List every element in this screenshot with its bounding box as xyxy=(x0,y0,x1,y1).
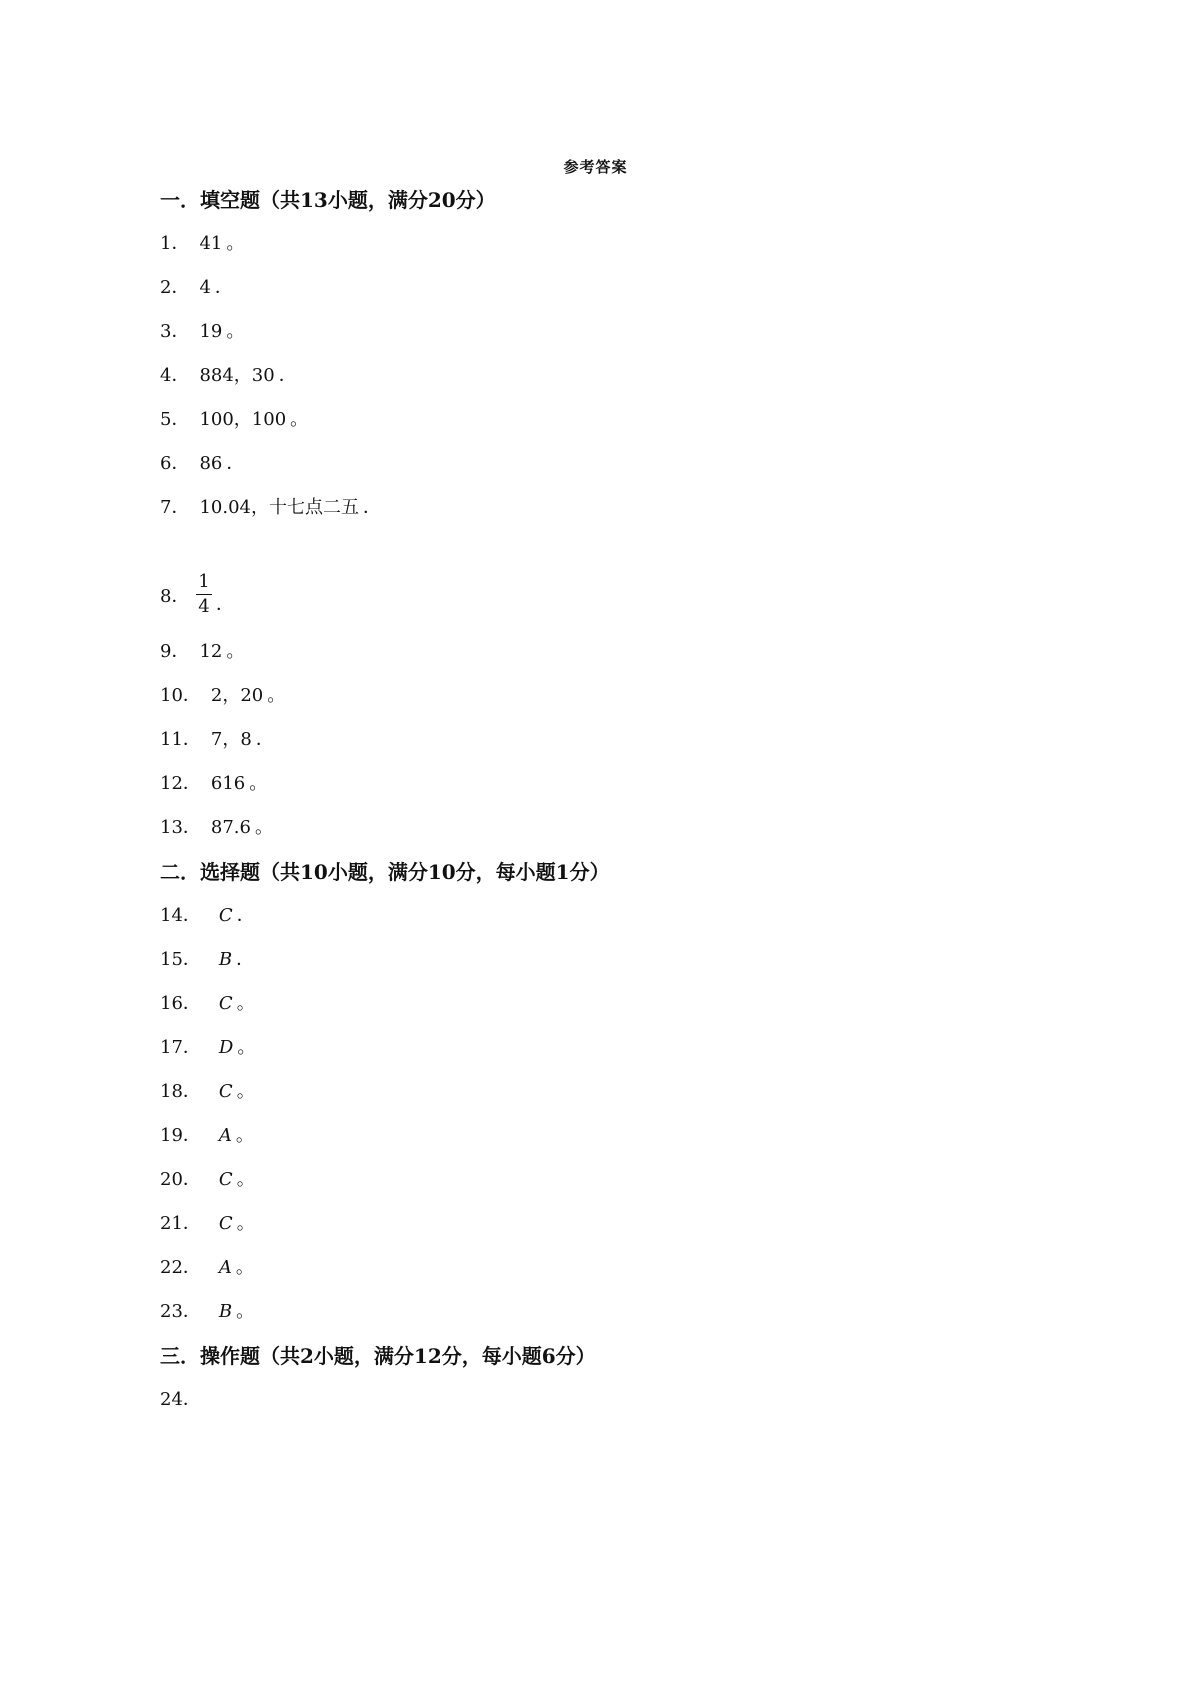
answer-punctuation: ． xyxy=(362,497,381,518)
question-number: 1． xyxy=(160,233,190,254)
question-number: 24． xyxy=(160,1389,201,1410)
question-number: 4． xyxy=(160,365,190,386)
answer-punctuation: ． xyxy=(214,277,233,298)
question-number: 11． xyxy=(160,729,201,750)
question-number: 21． xyxy=(160,1213,201,1234)
fraction-denominator: 4 xyxy=(198,596,210,617)
question-number: 22． xyxy=(160,1257,201,1278)
answer-punctuation: ． xyxy=(226,453,245,474)
answer-punctuation: 。 xyxy=(236,993,255,1014)
fraction-bar xyxy=(196,594,212,595)
answer-punctuation: 。 xyxy=(226,641,245,662)
answer-value: 87.6 xyxy=(210,817,251,838)
question-number: 8． xyxy=(160,586,190,607)
answer-row xyxy=(160,904,255,928)
fraction-numerator: 1 xyxy=(198,571,210,592)
answer-value: C xyxy=(218,1213,233,1234)
answer-punctuation: 。 xyxy=(226,321,245,342)
answer-value: C xyxy=(218,1169,233,1190)
answer-row xyxy=(160,1256,254,1280)
answer-punctuation: 。 xyxy=(290,409,309,430)
answer-value: 2，20 xyxy=(210,685,264,706)
answer-value: B xyxy=(218,1301,233,1322)
answer-row xyxy=(160,496,381,520)
question-number: 23． xyxy=(160,1301,201,1322)
answer-value: D xyxy=(218,1037,234,1058)
answer-value: 19 xyxy=(199,321,223,342)
answer-punctuation: 。 xyxy=(235,1125,254,1146)
answer-value: B xyxy=(218,949,233,970)
answer-value: 616 xyxy=(210,773,246,794)
answer-punctuation: 。 xyxy=(236,1301,255,1322)
question-number: 9． xyxy=(160,641,190,662)
answer-row xyxy=(160,772,267,796)
answer-row xyxy=(160,1212,255,1236)
section-heading-operation: 三．操作题（共2小题，满分12分，每小题6分） xyxy=(160,1344,596,1368)
answer-value: C xyxy=(218,905,233,926)
answer-row xyxy=(160,452,244,476)
answer-row xyxy=(160,1388,201,1412)
question-number: 10． xyxy=(160,685,201,706)
question-number: 2． xyxy=(160,277,190,298)
answer-punctuation: 。 xyxy=(254,817,273,838)
answer-punctuation: 。 xyxy=(226,233,245,254)
answer-row xyxy=(160,408,308,432)
answer-punctuation: 。 xyxy=(249,773,268,794)
question-number: 15． xyxy=(160,949,201,970)
page-title: 参考答案 xyxy=(563,158,628,176)
answer-value: 86 xyxy=(199,453,223,474)
answer-row xyxy=(160,232,244,256)
question-number: 7． xyxy=(160,497,190,518)
answer-row xyxy=(160,816,273,840)
answer-row xyxy=(160,1080,255,1104)
answer-row xyxy=(160,728,274,752)
answer-row xyxy=(160,992,255,1016)
section-heading-fill-in: 一．填空题（共13小题，满分20分） xyxy=(160,188,496,212)
answer-row xyxy=(160,948,254,972)
question-number: 17． xyxy=(160,1037,201,1058)
answer-punctuation: 。 xyxy=(267,685,286,706)
question-number: 5． xyxy=(160,409,190,430)
answer-value: C xyxy=(218,993,233,1014)
answer-row xyxy=(160,640,244,664)
answer-punctuation: ． xyxy=(236,949,255,970)
question-number: 16． xyxy=(160,993,201,1014)
answer-punctuation: 。 xyxy=(235,1257,254,1278)
answer-punctuation: 。 xyxy=(237,1037,256,1058)
answer-value: 10.04，十七点二五 xyxy=(199,497,359,518)
answer-value: C xyxy=(218,1081,233,1102)
answer-punctuation: 。 xyxy=(236,1169,255,1190)
answer-row xyxy=(160,585,189,609)
answer-row xyxy=(160,320,244,344)
answer-punctuation: 。 xyxy=(236,1081,255,1102)
answer-row xyxy=(160,1124,254,1148)
question-number: 13． xyxy=(160,817,201,838)
answer-row xyxy=(160,1168,255,1192)
answer-value: 41 xyxy=(199,233,223,254)
answer-row xyxy=(160,1300,254,1324)
section-heading-multiple-choice: 二．选择题（共10小题，满分10分，每小题1分） xyxy=(160,860,610,884)
answer-value: A xyxy=(218,1125,232,1146)
question-number: 6． xyxy=(160,453,190,474)
answer-value: 884，30 xyxy=(199,365,275,386)
answer-punctuation: 。 xyxy=(236,1213,255,1234)
answer-punctuation: ． xyxy=(255,729,274,750)
fraction xyxy=(196,572,212,617)
answer-value: 100，100 xyxy=(199,409,287,430)
answer-value: 12 xyxy=(199,641,223,662)
answer-row xyxy=(160,1036,255,1060)
answer-punctuation: ． xyxy=(278,365,297,386)
question-number: 14． xyxy=(160,905,201,926)
answer-punctuation: ． xyxy=(216,594,234,615)
answer-value: 7，8 xyxy=(210,729,252,750)
question-number: 20． xyxy=(160,1169,201,1190)
question-number: 18． xyxy=(160,1081,201,1102)
answer-row xyxy=(160,364,297,388)
question-number: 12． xyxy=(160,773,201,794)
answer-row xyxy=(160,684,285,708)
answer-value: A xyxy=(218,1257,232,1278)
question-number: 19． xyxy=(160,1125,201,1146)
question-number: 3． xyxy=(160,321,190,342)
answer-punctuation: ． xyxy=(236,905,255,926)
answer-value: 4 xyxy=(199,277,211,298)
answer-row xyxy=(160,276,233,300)
